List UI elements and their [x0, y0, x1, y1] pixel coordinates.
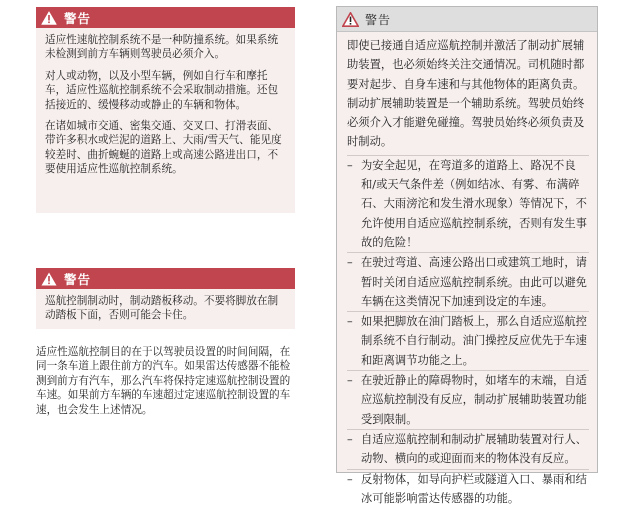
list-item: – 在驶近静止的障碍物时，如堵车的末端，自适应巡航控制没有反应，制动扩展辅助装置功能受到限制。 [347, 370, 589, 429]
list-item: – 在驶过弯道、高速公路出口或建筑工地时，请暂时关闭自适应巡航控制系统。由此可以避免车辆在这类情况下加速到设定的车速。 [347, 252, 589, 311]
warning-label: 警告 [365, 12, 392, 27]
list-item: – 反射物体，如导向护栏或隧道入口、暴雨和结冰可能影响雷达传感器的功能。 [347, 469, 589, 508]
warning-box-2 [36, 268, 295, 329]
warning-triangle-icon [341, 11, 359, 27]
warning-header [36, 7, 295, 28]
warning-box-1 [36, 7, 295, 213]
list-item: – 为安全起见，在弯道多的道路上、路况不良和/或天气条件差（例如结冰、有雾、布满碎石、大雨滂沱和发生滑水现象）等情况下，不允许使用自适应巡航控制系统，否则有发生事故的危险！ [347, 155, 589, 252]
warning-paragraph: 适应性速航控制系统不是一种防撞系统。如果系统未检测到前方车辆则驾驶员必须介入。 [45, 34, 279, 61]
warning-label: 警告 [64, 271, 92, 287]
list-item: – 如果把脚放在油门踏板上，那么自适应巡航控制系统不自行制动。油门操控反应优先于车速和距离调节功能之上。 [347, 311, 589, 370]
warning-paragraph: 巡航控制制动时，制动踏板移动。不要将脚放在制动踏板下面，否则可能会卡住。 [45, 295, 279, 322]
warning-header [36, 268, 295, 289]
warning-header [337, 7, 597, 32]
list-item: – 自适应巡航控制和制动扩展辅助装置对行人、动物、横向的或迎面而来的物体没有反应。 [347, 429, 589, 469]
warning-list [347, 155, 589, 508]
warning-box-3 [336, 6, 598, 505]
body-paragraph: 适应性巡航控制目的在于以驾驶员设置的时间间隔，在同一条车道上跟住前方的汽车。如果雷达传感器不能检测到前方有汽车，那么汽车将保持定速巡航控制设置的车速。如果前方车辆的车速超过定速巡航控制设置的车速，也会发生上述情况。 [36, 346, 291, 416]
warning-label: 警告 [64, 10, 92, 26]
warning-triangle-icon [40, 271, 58, 287]
warning-paragraph: 对人或动物，以及小型车辆，例如自行车和摩托车，适应性巡航控制系统不会采取制动措施。还包括接近的、缓慢移动或静止的车辆和物体。 [45, 69, 279, 111]
warning-intro: 即使已接通自适应巡航控制并激活了制动扩展辅助装置，也必须始终关注交通情况。司机随时都要对起步、自身车速和与其他物体的距离负责。制动扩展辅助装置是一个辅助系统。驾驶员始终必须介入才能避免碰撞。驾驶员始终必须负责及时制动。 [347, 39, 585, 149]
warning-triangle-icon [40, 10, 58, 26]
warning-paragraph: 在诸如城市交通、密集交通、交叉口、打滑表面、带许多积水或烂泥的道路上、大雨/雪天气、能见度较差时、曲折蜿蜒的道路上或高速公路进出口，不要使用适应性巡航控制系统。 [45, 120, 282, 176]
